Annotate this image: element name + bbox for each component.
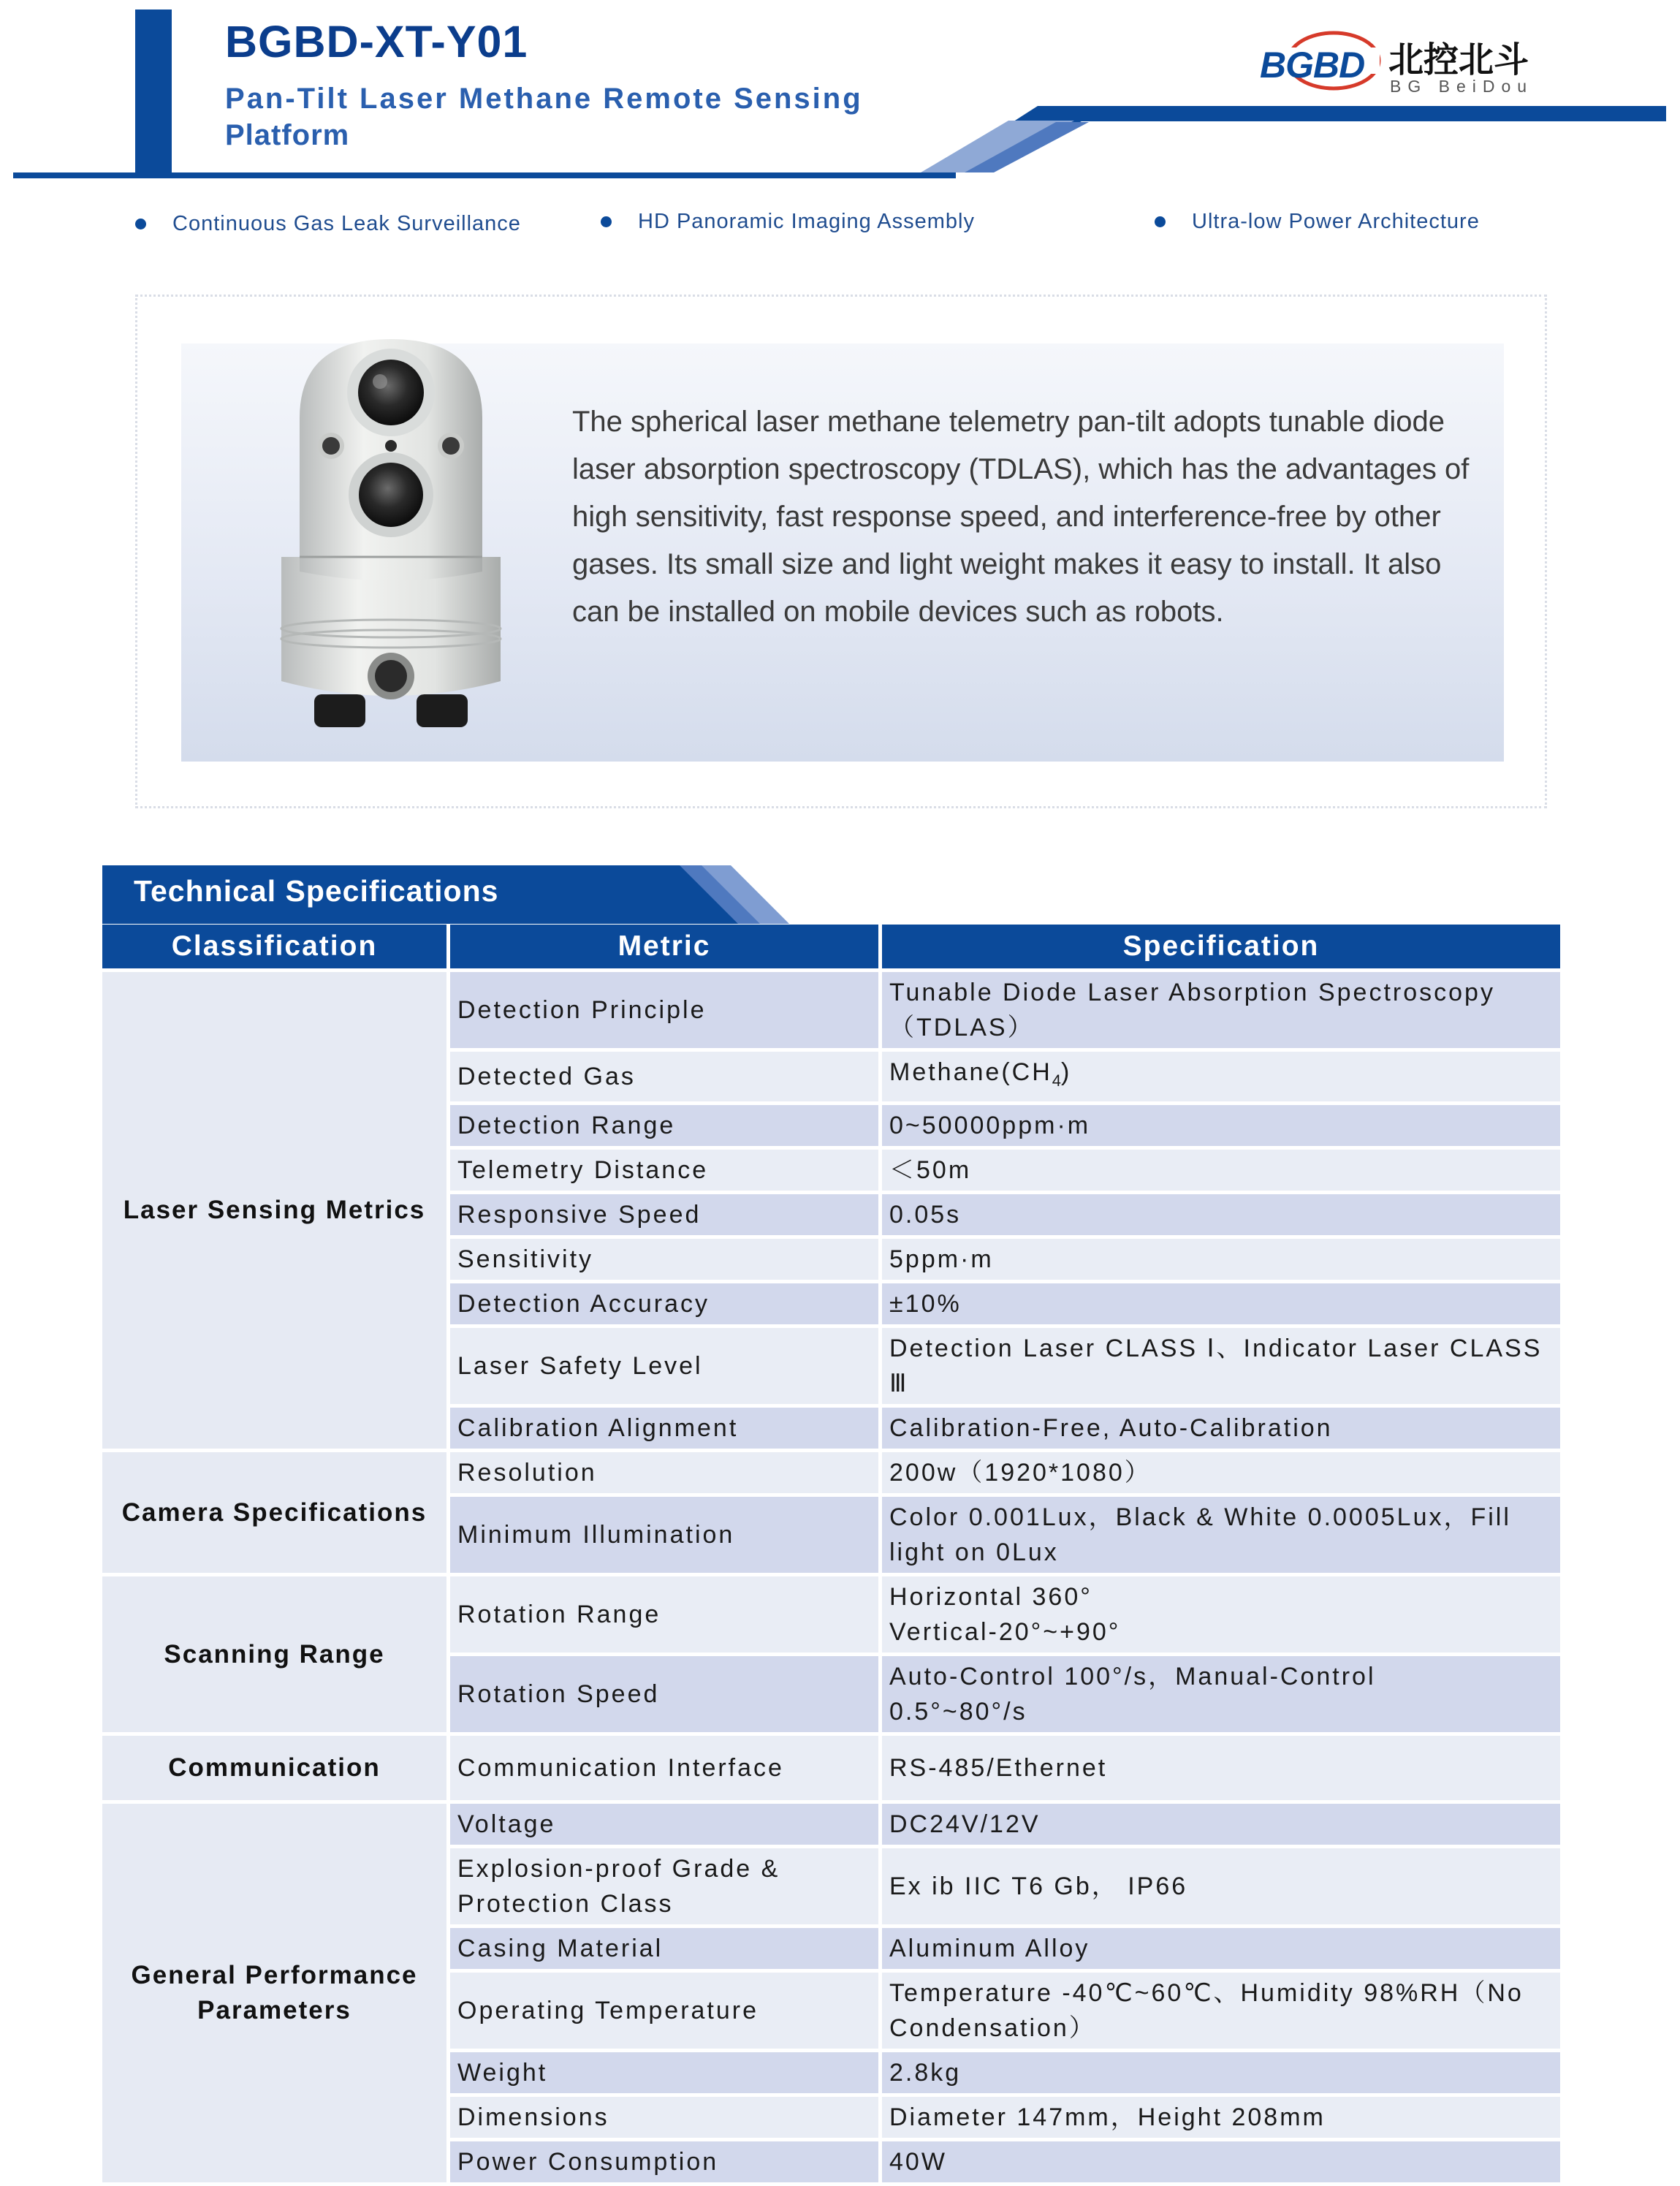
spec-cell: 40W (882, 2141, 1560, 2182)
metric-cell: Detected Gas (450, 1052, 878, 1101)
feature-label: Ultra-low Power Architecture (1192, 209, 1480, 233)
feature-label: Continuous Gas Leak Surveillance (172, 211, 521, 235)
specs-heading: Technical Specifications (134, 874, 499, 908)
ir-light-icon (322, 437, 340, 455)
table-row (102, 972, 1560, 1048)
mount-foot (417, 694, 468, 727)
ir-light-icon (442, 437, 460, 455)
metric-cell: Explosion-proof Grade & Protection Class (450, 1848, 878, 1924)
metric-cell: Dimensions (450, 2097, 878, 2138)
spec-cell: Diameter 147mm，Height 208mm (882, 2097, 1560, 2138)
table-row (102, 1736, 1560, 1800)
column-header-specification: Specification (882, 925, 1560, 968)
metric-cell: Detection Accuracy (450, 1283, 878, 1324)
spec-cell: 200w（1920*1080） (882, 1452, 1560, 1493)
metric-cell: Weight (450, 2052, 878, 2093)
feature-item (1155, 207, 1480, 236)
spec-cell: Tunable Diode Laser Absorption Spectroscopy （TDLAS） (882, 972, 1560, 1048)
intro-description: The spherical laser methane telemetry pan-tilt adopts tunable diode laser absorption spectroscopy (TDLAS), which has the advantages of high sensitivity, fast response speed, and interference-free by other gases. Its small size and light weight makes it easy to install. It also can be installed on mobile devices such as robots. (572, 406, 1470, 628)
metric-cell: Sensitivity (450, 1239, 878, 1280)
camera-lens-icon (358, 360, 424, 425)
metric-cell: Telemetry Distance (450, 1150, 878, 1191)
bullet-icon (601, 216, 612, 227)
table-row (102, 1576, 1560, 1652)
metric-cell: Casing Material (450, 1928, 878, 1969)
metric-cell: Power Consumption (450, 2141, 878, 2182)
spec-cell: ＜50m (882, 1150, 1560, 1191)
header-rule (13, 172, 956, 178)
brand-logo (1257, 18, 1549, 99)
classification-cell: Camera Specifications (102, 1452, 446, 1573)
spec-cell: 0.05s (882, 1194, 1560, 1235)
logo-mark-text: BGBD (1260, 45, 1365, 86)
product-code: BGBD-XT-Y01 (225, 17, 528, 67)
column-header-metric: Metric (450, 925, 878, 968)
spec-table (99, 921, 1564, 2186)
table-header-row (102, 925, 1560, 968)
feature-label: HD Panoramic Imaging Assembly (638, 209, 975, 233)
spec-cell: Detection Laser CLASS Ⅰ、Indicator Laser CLASS Ⅲ (882, 1328, 1560, 1404)
spec-cell: Aluminum Alloy (882, 1928, 1560, 1969)
metric-cell: Operating Temperature (450, 1973, 878, 2049)
spec-cell: Calibration-Free, Auto-Calibration (882, 1408, 1560, 1449)
spec-cell-text: Methane(CH (889, 1058, 1052, 1086)
metric-cell: Voltage (450, 1804, 878, 1845)
spec-cell: Ex ib IIC T6 Gb， IP66 (882, 1848, 1560, 1924)
metric-cell: Calibration Alignment (450, 1408, 878, 1449)
classification-cell: Communication (102, 1736, 446, 1800)
logo-english-text: BG BeiDou (1390, 77, 1534, 96)
spec-cell: 2.8kg (882, 2052, 1560, 2093)
metric-cell: Responsive Speed (450, 1194, 878, 1235)
spec-cell: Temperature -40℃~60℃、Humidity 98%RH（No Condensation） (882, 1973, 1560, 2049)
classification-cell: Scanning Range (102, 1576, 446, 1732)
laser-window-icon (359, 463, 423, 527)
metric-cell: Detection Principle (450, 972, 878, 1048)
subtitle-line-2: Platform (225, 119, 350, 151)
spec-cell: 0~50000ppm·m (882, 1105, 1560, 1146)
spec-cell: 5ppm·m (882, 1239, 1560, 1280)
table-row (102, 1452, 1560, 1493)
bullet-icon (1155, 216, 1166, 227)
spec-cell: Auto-Control 100°/s，Manual-Control 0.5°~80°/s (882, 1656, 1560, 1732)
bullet-icon (135, 219, 146, 229)
metric-cell: Rotation Speed (450, 1656, 878, 1732)
metric-cell: Rotation Range (450, 1576, 878, 1652)
product-image (270, 338, 512, 740)
subtitle-line-1: Pan-Tilt Laser Methane Remote Sensing (225, 83, 863, 115)
table-row (102, 1804, 1560, 1845)
classification-cell: Laser Sensing Metrics (102, 972, 446, 1449)
spec-cell: ±10% (882, 1283, 1560, 1324)
spec-cell: Horizontal 360° Vertical-20°~+90° (882, 1576, 1560, 1652)
metric-cell: Resolution (450, 1452, 878, 1493)
column-header-classification: Classification (102, 925, 446, 968)
spec-cell: DC24V/12V (882, 1804, 1560, 1845)
header-decoration (921, 106, 1666, 183)
spec-cell-text-tail: ) (1061, 1058, 1072, 1086)
metric-cell: Minimum Illumination (450, 1497, 878, 1573)
feature-item (601, 207, 975, 236)
spec-cell (882, 1052, 1560, 1101)
metric-cell: Detection Range (450, 1105, 878, 1146)
metric-cell: Laser Safety Level (450, 1328, 878, 1404)
spec-cell: RS-485/Ethernet (882, 1736, 1560, 1800)
spec-cell: Color 0.001Lux，Black & White 0.0005Lux，Fill light on 0Lux (882, 1497, 1560, 1573)
product-subtitle (225, 80, 956, 153)
header-accent-bar (135, 10, 172, 178)
metric-cell: Communication Interface (450, 1736, 878, 1800)
mount-foot (314, 694, 365, 727)
logo-chinese-text: 北控北斗 (1388, 39, 1529, 80)
classification-cell: General Performance Parameters (102, 1804, 446, 2182)
spec-cell-subscript: 4 (1052, 1071, 1061, 1090)
feature-item (135, 209, 521, 238)
